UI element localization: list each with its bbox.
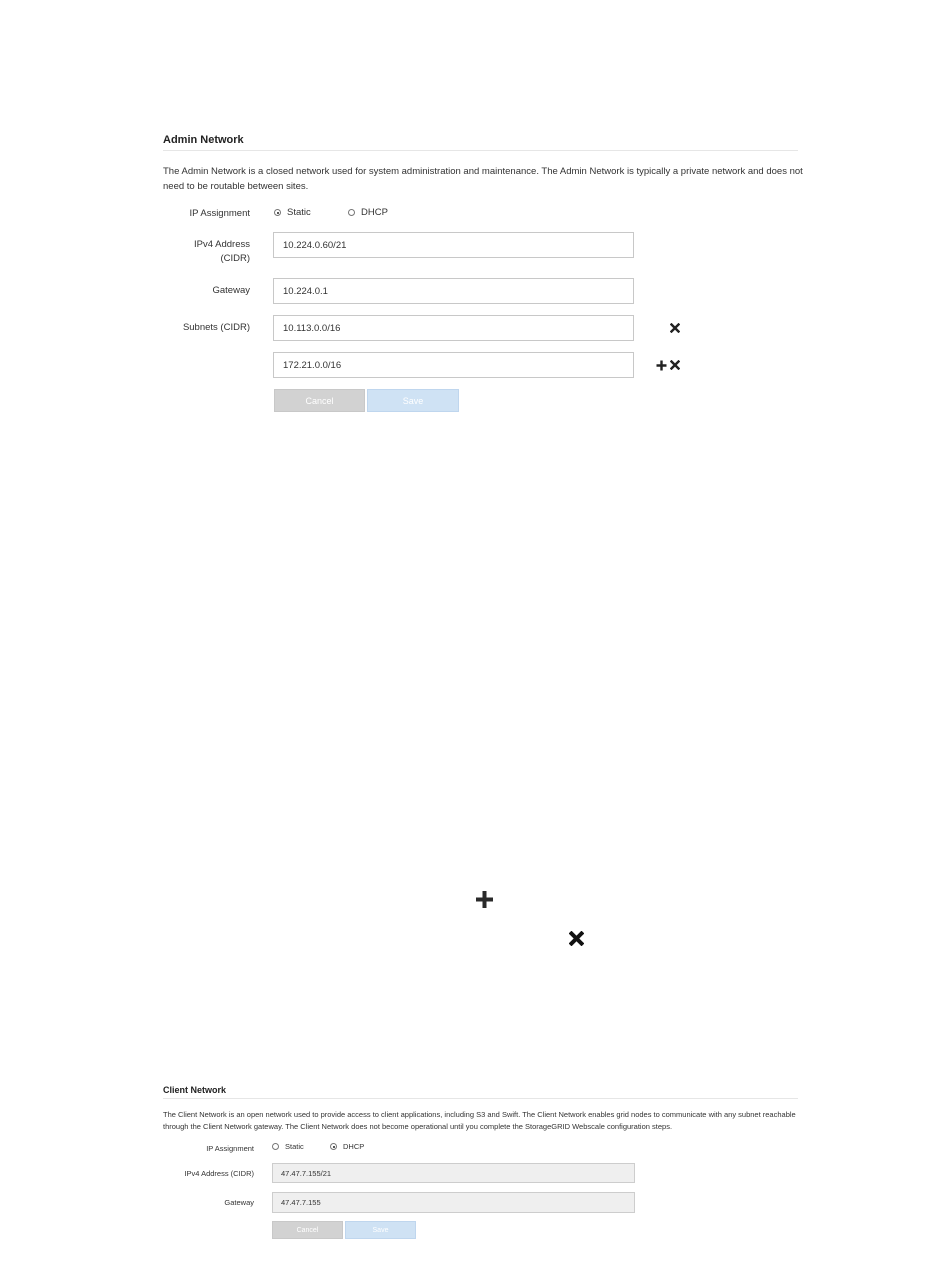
remove-subnet-2-icon[interactable]: [669, 359, 681, 371]
client-ipv4-address-label: IPv4 Address (CIDR): [184, 1169, 254, 1178]
client-dhcp-radio-dot[interactable]: [330, 1143, 337, 1150]
client-static-radio-dot[interactable]: [272, 1143, 279, 1150]
client-save-button[interactable]: Save: [345, 1221, 416, 1239]
subnet-input-1[interactable]: 10.113.0.0/16: [273, 315, 634, 341]
gateway-input[interactable]: 10.224.0.1: [273, 278, 634, 304]
admin-title-divider: [163, 150, 798, 151]
remove-subnet-1-icon[interactable]: [669, 322, 681, 334]
client-dhcp-radio-label: DHCP: [343, 1142, 365, 1151]
dhcp-radio-dot[interactable]: [348, 209, 355, 216]
dhcp-radio-label: DHCP: [361, 207, 388, 218]
client-dhcp-radio[interactable]: [330, 1142, 364, 1151]
ip-assignment-label: IP Assignment: [189, 208, 250, 219]
ipv4-address-input[interactable]: 10.224.0.60/21: [273, 232, 634, 258]
subnet-input-2[interactable]: 172.21.0.0/16: [273, 352, 634, 378]
remove-icon: [568, 930, 584, 946]
ipv4-address-label: IPv4 Address (CIDR): [194, 239, 250, 264]
dhcp-radio[interactable]: [348, 207, 388, 218]
client-cancel-button[interactable]: Cancel: [272, 1221, 343, 1239]
client-ipv4-address-input[interactable]: 47.47.7.155/21: [272, 1163, 635, 1183]
client-gateway-input[interactable]: 47.47.7.155: [272, 1192, 635, 1213]
static-radio-dot[interactable]: [274, 209, 281, 216]
client-network-title: Client Network: [163, 1085, 227, 1095]
plus-icon: [474, 889, 494, 909]
client-ip-assignment-label: IP Assignment: [206, 1144, 254, 1153]
client-static-radio[interactable]: [272, 1142, 304, 1151]
static-radio-label: Static: [287, 207, 311, 218]
static-radio[interactable]: [274, 207, 311, 218]
admin-network-title: Admin Network: [163, 134, 244, 146]
client-title-divider: [163, 1098, 798, 1099]
admin-cancel-button[interactable]: Cancel: [274, 389, 365, 412]
client-network-description: The Client Network is an open network used to provide access to client applications, including S3 and Swift. The Client Network enables grid nodes to communicate with any subnet reachable through the Client Network gateway. The Client Network does not become operational until you complete the StorageGRID Webscale configuration steps.: [163, 1110, 796, 1131]
admin-network-description: The Admin Network is a closed network used for system administration and maintenance. The Admin Network is typically a private network and does not need to be routable between sites.: [163, 166, 803, 192]
subnets-label: Subnets (CIDR): [182, 322, 250, 333]
gateway-label: Gateway: [212, 285, 250, 296]
client-static-radio-label: Static: [285, 1142, 304, 1151]
client-gateway-label: Gateway: [224, 1198, 254, 1207]
add-subnet-icon[interactable]: [655, 359, 667, 371]
admin-save-button[interactable]: Save: [367, 389, 459, 412]
